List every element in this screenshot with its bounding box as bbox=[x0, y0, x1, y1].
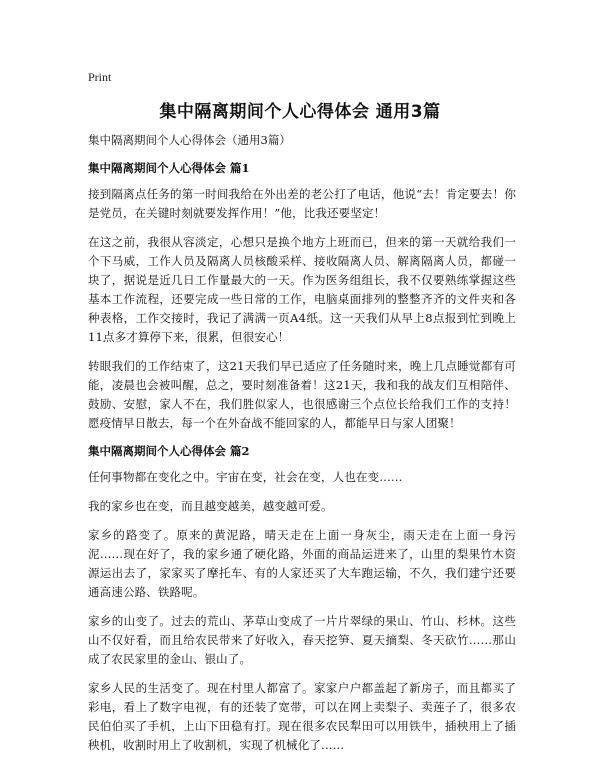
paragraph: 任何事物都在变化之中。宇宙在变，社会在变，人也在变…… bbox=[88, 470, 403, 484]
paragraph: 接到隔离点任务的第一时间我给在外出差的老公打了电话，他说“去！肯定要去！你是党员，在关键时刻就要发挥作用！”他，比我还要坚定！ bbox=[88, 187, 516, 220]
paragraph: 家乡人民的生活变了。现在村里人都富了。家家户户都盖起了新房子，而且都买了彩电，看上了数字电视，有的还装了宽带，可以在网上卖梨子、卖莲子了，很多农民伯伯买了手机，上山下田稳有打。现在很多农民犁田可以用铁牛，插秧用上了插秧机，收割时用上了收割机，实现了机械化了…… bbox=[88, 681, 516, 752]
paragraph: 在这之前，我很从容淡定，心想只是换个地方上班而已，但来的第一天就给我们一个下马威，工作人员及隔离人员核酸采样、接收隔离人员、解离隔离人员，都碰一块了，据说是近几日工作量最大的一天。作为医务组组长，我不仅要熟练掌握这些基本工作流程，还要完成一些日常的工作，电脑桌面排列的整整齐齐的文件夹和各种表格，工作交接时，我记了满满一页A4纸。这一天我们从早上8点报到忙到晚上11点多才算停下来，很累，但很安心！ bbox=[88, 235, 516, 344]
document-subtitle: 集中隔离期间个人心得体会（通用3篇） bbox=[88, 133, 291, 147]
section-1 bbox=[88, 160, 516, 433]
paragraph: 家乡的山变了。过去的荒山、茅草山变成了一片片翠绿的果山、竹山、杉林。这些山不仅好看，而且给农民带来了好收入，春天挖笋、夏天摘梨、冬天砍竹……那山成了农民家里的金山、银山了。 bbox=[88, 614, 516, 666]
paragraph: 转眼我们的工作结束了，这21天我们早已适应了任务随时来，晚上几点睡觉都有可能，凌晨也会被叫醒，总之，要时刻准备着！这21天，我和我的战友们互相陪伴、鼓励、安慰，家人不在，我们胜似家人，也很感谢三个点位长给我们工作的支持！愿疫情早日散去，每一个在外奋战不能回家的人，都能早日与家人团聚！ bbox=[88, 359, 516, 430]
section-heading: 集中隔离期间个人心得体会 篇2 bbox=[88, 444, 250, 458]
paragraph: 家乡的路变了。原来的黄泥路，晴天走在上面一身灰尘，雨天走在上面一身污泥……现在好了，我的家乡通了硬化路，外面的商品运进来了，山里的梨果竹木资源运出去了，家家买了摩托车、有的人家还买了大车跑运输，不久，我们建宁还要通高速公路、铁路呢。 bbox=[88, 528, 516, 599]
paragraph: 我的家乡也在变，而且越变越美，越变越可爱。 bbox=[88, 499, 333, 513]
section-2 bbox=[88, 443, 516, 755]
document-body bbox=[88, 132, 516, 765]
print-label: Print bbox=[88, 70, 112, 84]
page-title: 集中隔离期间个人心得体会 通用3篇 bbox=[159, 102, 441, 122]
section-heading: 集中隔离期间个人心得体会 篇1 bbox=[88, 161, 250, 175]
